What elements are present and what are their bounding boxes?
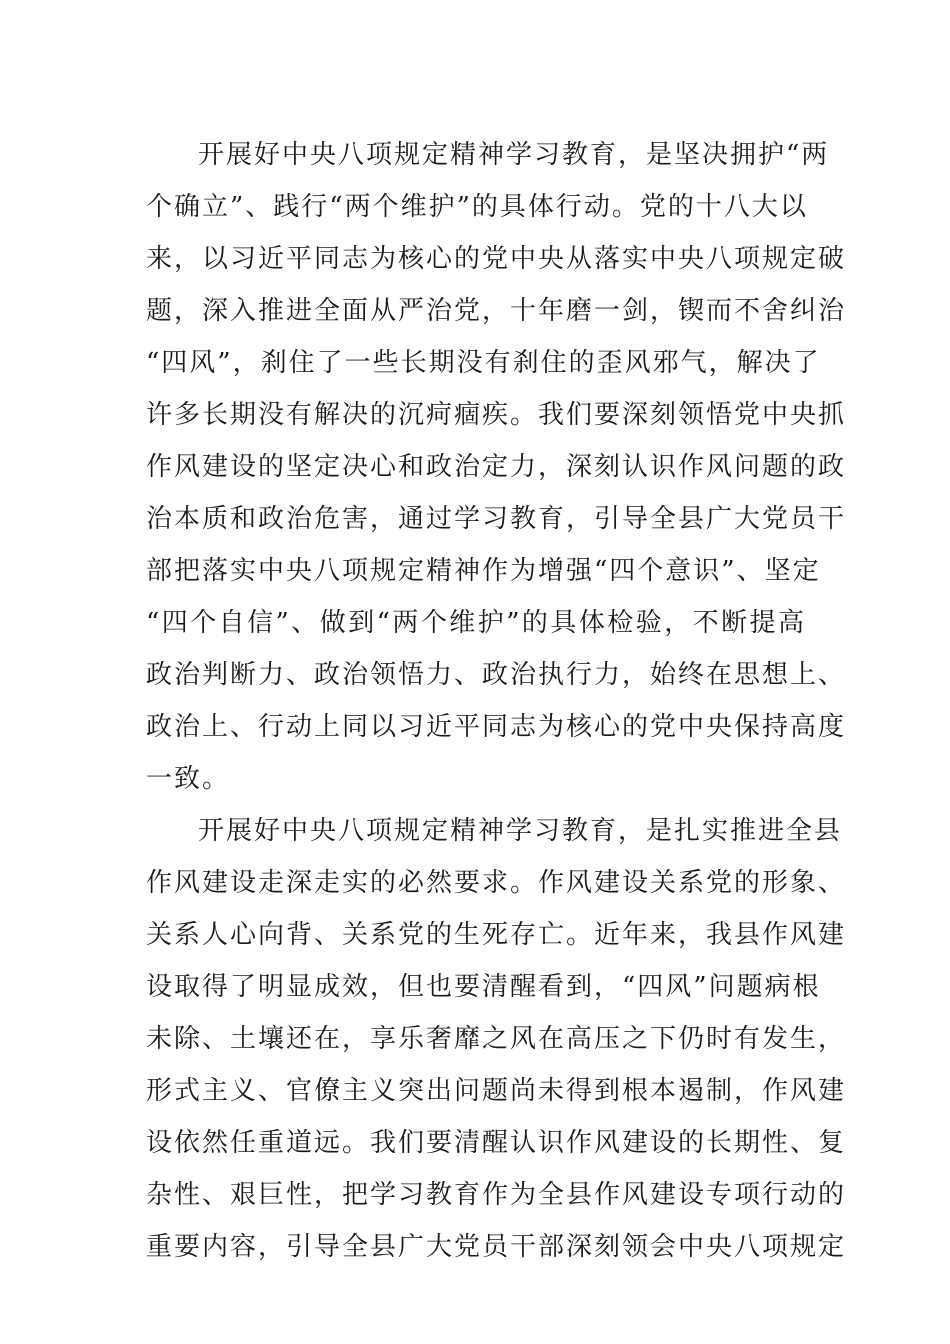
paragraph-line: 重要内容，引导全县广大党员干部深刻领会中央八项规定 bbox=[146, 1232, 847, 1262]
paragraph-line: 设取得了明显成效，但也要清醒看到，“四风”问题病根 bbox=[146, 972, 821, 1002]
paragraph-line: 作风建设走深走实的必然要求。作风建设关系党的形象、 bbox=[146, 868, 847, 898]
paragraph-line: “四个自信”、做到“两个维护”的具体检验，不断提高 bbox=[146, 608, 806, 638]
paragraph-line: 政治判断力、政治领悟力、政治执行力，始终在思想上、 bbox=[146, 660, 847, 690]
paragraph-line: 未除、土壤还在，享乐奢靡之风在高压之下仍时有发生， bbox=[146, 1024, 847, 1054]
paragraph-line: 一致。 bbox=[146, 764, 231, 794]
paragraph-line: 开展好中央八项规定精神学习教育，是坚决拥护“两 bbox=[198, 140, 830, 170]
paragraph-1 bbox=[146, 129, 847, 805]
paragraph-line: 个确立”、践行“两个维护”的具体行动。党的十八大以 bbox=[146, 192, 808, 222]
paragraph-line: 题，深入推进全面从严治党，十年磨一剑，锲而不舍纠治 bbox=[146, 296, 847, 326]
paragraph-2 bbox=[146, 805, 847, 1273]
paragraph-line: 开展好中央八项规定精神学习教育，是扎实推进全县 bbox=[198, 816, 843, 846]
paragraph-line: 作风建设的坚定决心和政治定力，深刻认识作风问题的政 bbox=[146, 452, 847, 482]
paragraph-line: 来，以习近平同志为核心的党中央从落实中央八项规定破 bbox=[146, 244, 847, 274]
paragraph-line: 治本质和政治危害，通过学习教育，引导全县广大党员干 bbox=[146, 504, 847, 534]
paragraph-line: 关系人心向背、关系党的生死存亡。近年来，我县作风建 bbox=[146, 920, 847, 950]
document-body bbox=[146, 129, 847, 1273]
paragraph-line: 杂性、艰巨性，把学习教育作为全县作风建设专项行动的 bbox=[146, 1180, 847, 1210]
paragraph-line: “四风”，刹住了一些长期没有刹住的歪风邪气，解决了 bbox=[146, 348, 821, 378]
paragraph-line: 形式主义、官僚主义突出问题尚未得到根本遏制，作风建 bbox=[146, 1076, 847, 1106]
paragraph-line: 政治上、行动上同以习近平同志为核心的党中央保持高度 bbox=[146, 712, 847, 742]
paragraph-line: 许多长期没有解决的沉疴痼疾。我们要深刻领悟党中央抓 bbox=[146, 400, 847, 430]
paragraph-line: 设依然任重道远。我们要清醒认识作风建设的长期性、复 bbox=[146, 1128, 847, 1158]
paragraph-line: 部把落实中央八项规定精神作为增强“四个意识”、坚定 bbox=[146, 556, 821, 586]
